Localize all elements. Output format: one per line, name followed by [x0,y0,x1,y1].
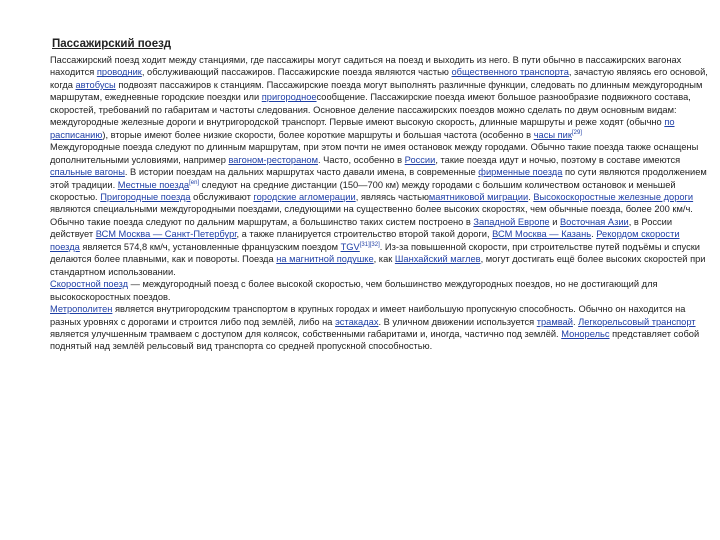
text: обслуживают [190,191,254,202]
text: Междугородные поезда следуют по длинным маршрутам, при этом почти не имея остановок между городами. Обычно такие поезда также оснащены дополнительными условиями, например [50,142,699,165]
text: и [549,216,560,227]
link-russia[interactable]: России [404,154,436,165]
text: , обслуживающий пассажиров. Пассажирские поезда являются частью [141,67,452,78]
link-speed-record[interactable]: Рекордом скорости поезда [50,229,680,252]
text: , а также планируется строительство второй такой дороги, [236,229,493,240]
text: . Часто, особенно в [317,154,405,165]
text: представляет собой поднятый над землёй рельсовый вид транспорта со средней пропускной способностью. [50,328,700,352]
text: . [572,316,579,327]
text: , могут достигать ещё более высоких скоростей при стандартном использовании. [50,254,706,277]
link-hsr-moscow-spb[interactable]: ВСМ Москва — Санкт-Петербург [95,229,237,240]
text: , являясь частью [355,191,429,202]
paragraph-metro [50,303,710,353]
text: сообщение. Пассажирские поезда имеют большое разнообразие подвижного состава, скоростей, требований по габаритам и частоты следования. Основное деление пассажирских поездов можно сделать по двум основным видам: междугородные железные дороги и внутригородской транспорт. Первые имеют высокую скорость, длинные маршруты и реже ходят (обычно [50,92,691,128]
link-tgv[interactable]: TGV [340,241,360,252]
paragraph-express [50,278,710,303]
text: по сути являются продолжением этой традиции. [50,167,707,190]
link-tram[interactable]: трамвай [536,316,573,327]
link-buses[interactable]: автобусы [75,79,116,90]
text: . В истории поездам на дальних маршрутах часто давали имена, в современные [124,167,479,178]
paragraph-intercity [50,141,710,278]
text: подвозят пассажиров к станциям. Пассажирские поезда могут выполнять различные функции, следовать по длинным междугородным маршрутам, ежедневные городские поездки или [50,79,703,103]
text: является улучшенным трамваем с доступом для колясок, собственными габаритами и, иногда, частично под землёй. [50,328,562,339]
link-rush-hour[interactable]: часы пик [533,129,572,140]
text: являются специальными междугородными поездами, следующими на существенно более высоких скоростях, чем обычные поезда, более 200 км/ч. Обычно такие поезда следуют по дальним маршрутам, а большинство таких систем построено в [50,204,693,227]
page-title: Пассажирский поезд [52,38,172,50]
link-overpasses[interactable]: эстакадах [335,316,379,327]
text: . Из-за повышенной скорости, при строительстве путей подъёмы и спуски делаются более плавными, как и повороты. Поезда [50,241,700,265]
link-public-transport[interactable]: общественного транспорта [451,67,569,78]
footnote-ref[interactable]: [31][32] [359,241,380,248]
link-western-europe[interactable]: Западной Европе [473,216,550,227]
link-branded-trains[interactable]: фирменные поезда [478,167,563,178]
link-high-speed-rail[interactable]: Высокоскоростные железные дороги [533,191,694,202]
text: . В уличном движении используется [378,316,537,327]
text: является внутригородским транспортом в крупных городах и имеет наибольшую пропускную способность. Обычно он находится на разных уровнях с дорогами и строится либо под землёй, либо на [50,304,686,327]
link-sleeping-cars[interactable]: спальные вагоны [50,167,125,178]
link-commuting[interactable]: маятниковой миграции [428,191,529,202]
text: . [591,229,597,240]
text: , зачастую являясь его основой, когда [50,67,708,90]
paragraph-intro [50,54,710,141]
link-metro[interactable]: Метрополитен [50,304,113,315]
text: , как [373,254,395,265]
link-agglomerations[interactable]: городские агломерации [253,191,356,202]
link-east-asia[interactable]: Восточная Азии [559,216,629,227]
text: является 574,8 км/ч, установленные французским поездом [79,241,341,252]
link-maglev[interactable]: на магнитной подушке [276,254,374,265]
link-light-rail[interactable]: Легкорельсовый транспорт [578,316,696,327]
link-dining-car[interactable]: вагоном-рестораном [228,154,318,165]
link-commuter-trains[interactable]: Пригородные поезда [100,191,191,202]
footnote-ref[interactable]: [29] [571,129,582,136]
link-timetable[interactable]: по расписанию [50,117,675,140]
text: Пассажирский поезд ходит между станциями, где пассажиры могут садиться на поезд и выходить из него. В пути обычно в пассажирских вагонах находится [50,55,682,78]
text: . [528,191,534,202]
link-hsr-moscow-kazan[interactable]: ВСМ Москва — Казань [492,229,592,240]
text: — междугородный поезд с более высокой скоростью, чем большинство междугородных поездов, но не достигающий для высокоскоростных поездов. [50,279,658,302]
link-express-train[interactable]: Скоростной поезд [50,279,129,290]
link-suburban[interactable]: пригородное [261,92,317,103]
article-body [50,54,710,353]
link-conductor[interactable]: проводник [96,67,142,78]
link-shanghai-maglev[interactable]: Шанхайский маглев [394,254,481,265]
text: следуют на средние дистанции (150—700 км) между городами с большим количеством остановок и меньшей скоростью. [50,179,676,202]
text: ), вторые имеют более низкие скорости, более короткие маршруты и большая частота (особенно в [102,129,534,140]
footnote-ref[interactable]: [en] [189,179,200,186]
link-local-trains[interactable]: Местные поезда [117,179,190,190]
link-monorail[interactable]: Монорельс [561,328,610,339]
text: , такие поезда идут и ночью, поэтому в составе имеются [435,154,681,165]
text: , в России действует [50,216,673,240]
